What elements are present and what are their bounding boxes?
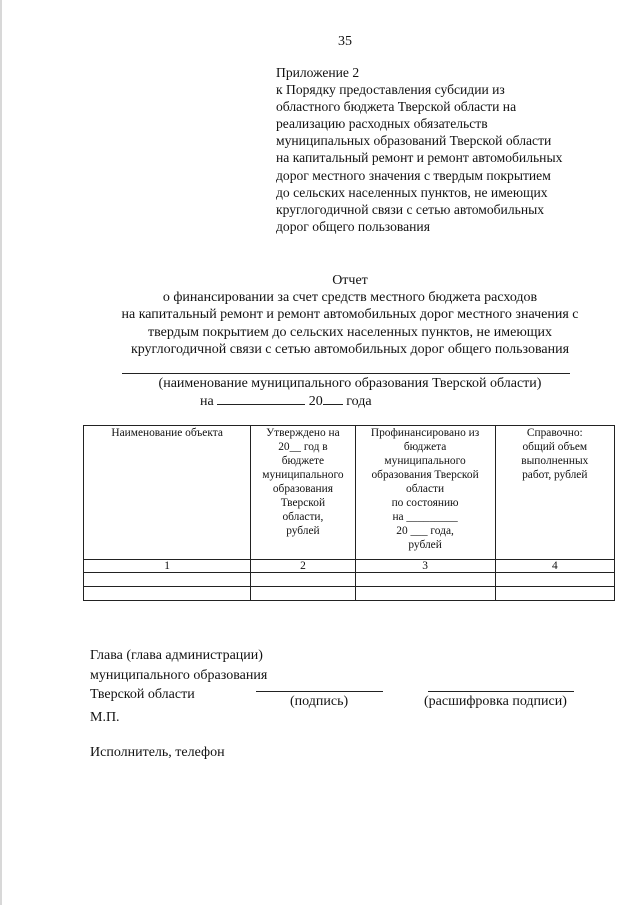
table-cell [495, 587, 614, 601]
decode-label: (расшифровка подписи) [424, 694, 567, 709]
appendix-line: дорог общего пользования [276, 218, 430, 234]
appendix-line: к Порядку предоставления субсидии из [276, 82, 505, 98]
table-cell [495, 573, 614, 587]
decode-fill-line [428, 691, 574, 692]
municipality-caption: (наименование муниципального образования Тверской области) [158, 376, 542, 391]
header-financed: Профинансировано из бюджета муниципального образования Тверской области по состоянию на _________ 20 ___ года, рублей [355, 426, 495, 560]
report-heading [90, 272, 610, 358]
appendix-line: реализацию расходных обязательств [276, 116, 488, 132]
appendix-line: муниципальных образований Тверской области [276, 133, 552, 149]
signatory-line: муниципального образования [90, 667, 268, 683]
date-blank [217, 393, 305, 405]
financing-table [83, 425, 615, 601]
appendix-header [276, 64, 621, 235]
signature-fill-line [256, 691, 383, 692]
header-approved: Утверждено на 20__ год в бюджете муниципального образования Тверской области, рублей [251, 426, 355, 560]
column-number: 4 [495, 560, 614, 573]
table-number-row [84, 560, 615, 573]
signature-label: (подпись) [290, 694, 349, 709]
appendix-line: круглогодичной связи с сетью автомобильных [276, 201, 545, 217]
report-subtitle-line: твердым покрытием до сельских населенных пунктов, не имеющих [147, 324, 553, 340]
table-row [84, 573, 615, 587]
table-cell [251, 573, 355, 587]
date-suffix: года [346, 394, 372, 409]
table-row [84, 587, 615, 601]
signatory-line: Глава (глава администрации) [90, 648, 263, 663]
year-blank [323, 393, 343, 405]
date-prefix: на [200, 394, 214, 409]
table-cell [355, 587, 495, 601]
report-subtitle-line: круглогодичной связи с сетью автомобильных дорог общего пользования [130, 341, 570, 357]
table-header-row [84, 426, 615, 560]
column-number: 2 [251, 560, 355, 573]
date-year: 20 [308, 394, 323, 409]
appendix-line: Приложение 2 [276, 65, 360, 80]
column-number: 3 [355, 560, 495, 573]
column-number: 1 [84, 560, 251, 573]
header-reference: Справочно: общий объем выполненных работ, рублей [495, 426, 614, 560]
report-title: Отчет [332, 273, 368, 288]
header-object-name: Наименование объекта [84, 426, 251, 560]
report-subtitle-line: на капитальный ремонт и ремонт автомобильных дорог местного значения с [121, 307, 579, 323]
stamp-place: М.П. [90, 710, 120, 725]
report-date-line [200, 393, 500, 410]
table-cell [84, 573, 251, 587]
executor-line: Исполнитель, телефон [90, 745, 225, 760]
municipality-fill-line [122, 373, 570, 374]
page-number: 35 [338, 34, 352, 49]
table-cell [251, 587, 355, 601]
scan-edge [0, 0, 2, 905]
appendix-line: до сельских населенных пунктов, не имеющих [276, 184, 548, 200]
signatory-line: Тверской области [90, 687, 195, 702]
table-cell [355, 573, 495, 587]
report-subtitle-line: о финансировании за счет средств местного бюджета расходов [162, 290, 538, 306]
table-cell [84, 587, 251, 601]
appendix-line: областного бюджета Тверской области на [276, 99, 517, 115]
appendix-line: дорог местного значения с твердым покрытием [276, 167, 551, 183]
appendix-line: на капитальный ремонт и ремонт автомобильных [276, 150, 563, 166]
